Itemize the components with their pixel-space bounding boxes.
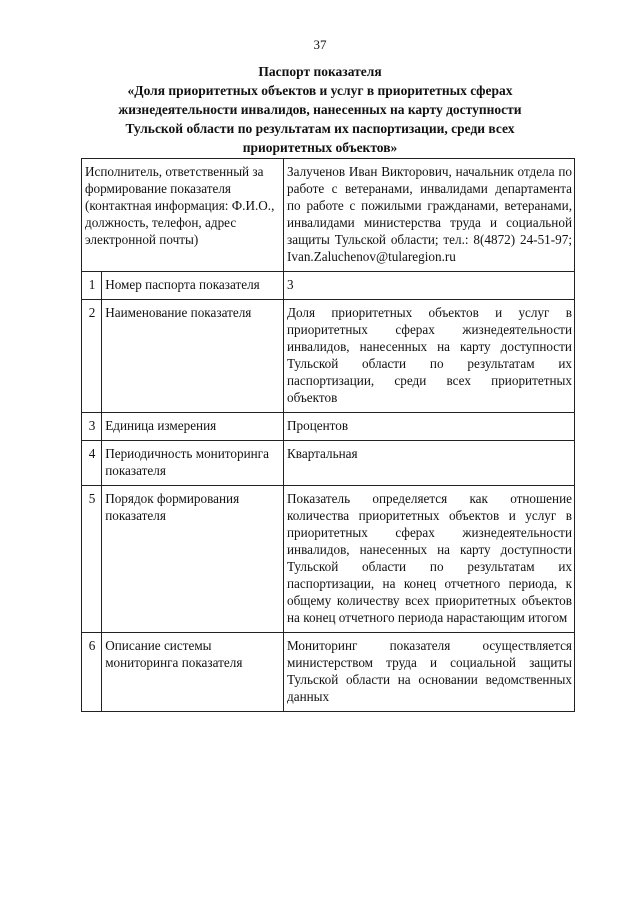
row-value: Мониторинг показателя осуществляется министерством труда и социальной защиты Тульской области на основании ведомственных данных [284, 633, 575, 712]
page-number: 37 [313, 37, 327, 52]
table-row [82, 300, 575, 413]
row-number: 2 [82, 300, 102, 413]
table-row [82, 441, 575, 486]
table-row [82, 486, 575, 633]
row-value: Доля приоритетных объектов и услуг в приоритетных сферах жизнедеятельности инвалидов, нанесенных на карту доступности Тульской области по результатам их паспортизации, среди всех приоритетных объектов [284, 300, 575, 413]
title-line: приоритетных объектов» [242, 140, 398, 155]
title-line: жизнедеятельности инвалидов, нанесенных на карту доступности [118, 102, 522, 117]
executor-value: Залученов Иван Викторович, начальник отдела по работе с ветеранами, инвалидами департамента по работе с пожилыми гражданами, ветеранами, инвалидами министерства труда и социальной защиты Тульской области; тел.: 8(4872) 24-51-97; Ivan.Zaluchenov@tularegion.ru [284, 159, 575, 272]
row-number: 5 [82, 486, 102, 633]
document-title [90, 62, 550, 157]
title-line: Паспорт показателя [258, 64, 382, 79]
row-label: Единица измерения [102, 413, 284, 441]
title-line: «Доля приоритетных объектов и услуг в приоритетных сферах [127, 83, 513, 98]
row-number: 4 [82, 441, 102, 486]
row-value: Процентов [284, 413, 575, 441]
table-row [82, 633, 575, 712]
row-label: Номер паспорта показателя [102, 272, 284, 300]
row-label: Наименование показателя [102, 300, 284, 413]
row-value: 3 [284, 272, 575, 300]
row-number: 6 [82, 633, 102, 712]
row-label: Порядок формирования показателя [102, 486, 284, 633]
row-value: Показатель определяется как отношение количества приоритетных объектов и услуг в приоритетных сферах жизнедеятельности инвалидов, нанесенных на карту доступности Тульской области по результатам их паспортизации, на конец отчетного периода, к общему количеству всех приоритетных объектов на конец отчетного периода нарастающим итогом [284, 486, 575, 633]
table-row-executor [82, 159, 575, 272]
row-label: Периодичность мониторинга показателя [102, 441, 284, 486]
title-line: Тульской области по результатам их паспортизации, среди всех [125, 121, 515, 136]
row-label: Описание системы мониторинга показателя [102, 633, 284, 712]
row-number: 1 [82, 272, 102, 300]
table-row [82, 413, 575, 441]
passport-table [81, 158, 575, 712]
row-number: 3 [82, 413, 102, 441]
table-row [82, 272, 575, 300]
executor-label: Исполнитель, ответственный за формирование показателя (контактная информация: Ф.И.О., должность, телефон, адрес электронной почты) [82, 159, 284, 272]
row-value: Квартальная [284, 441, 575, 486]
